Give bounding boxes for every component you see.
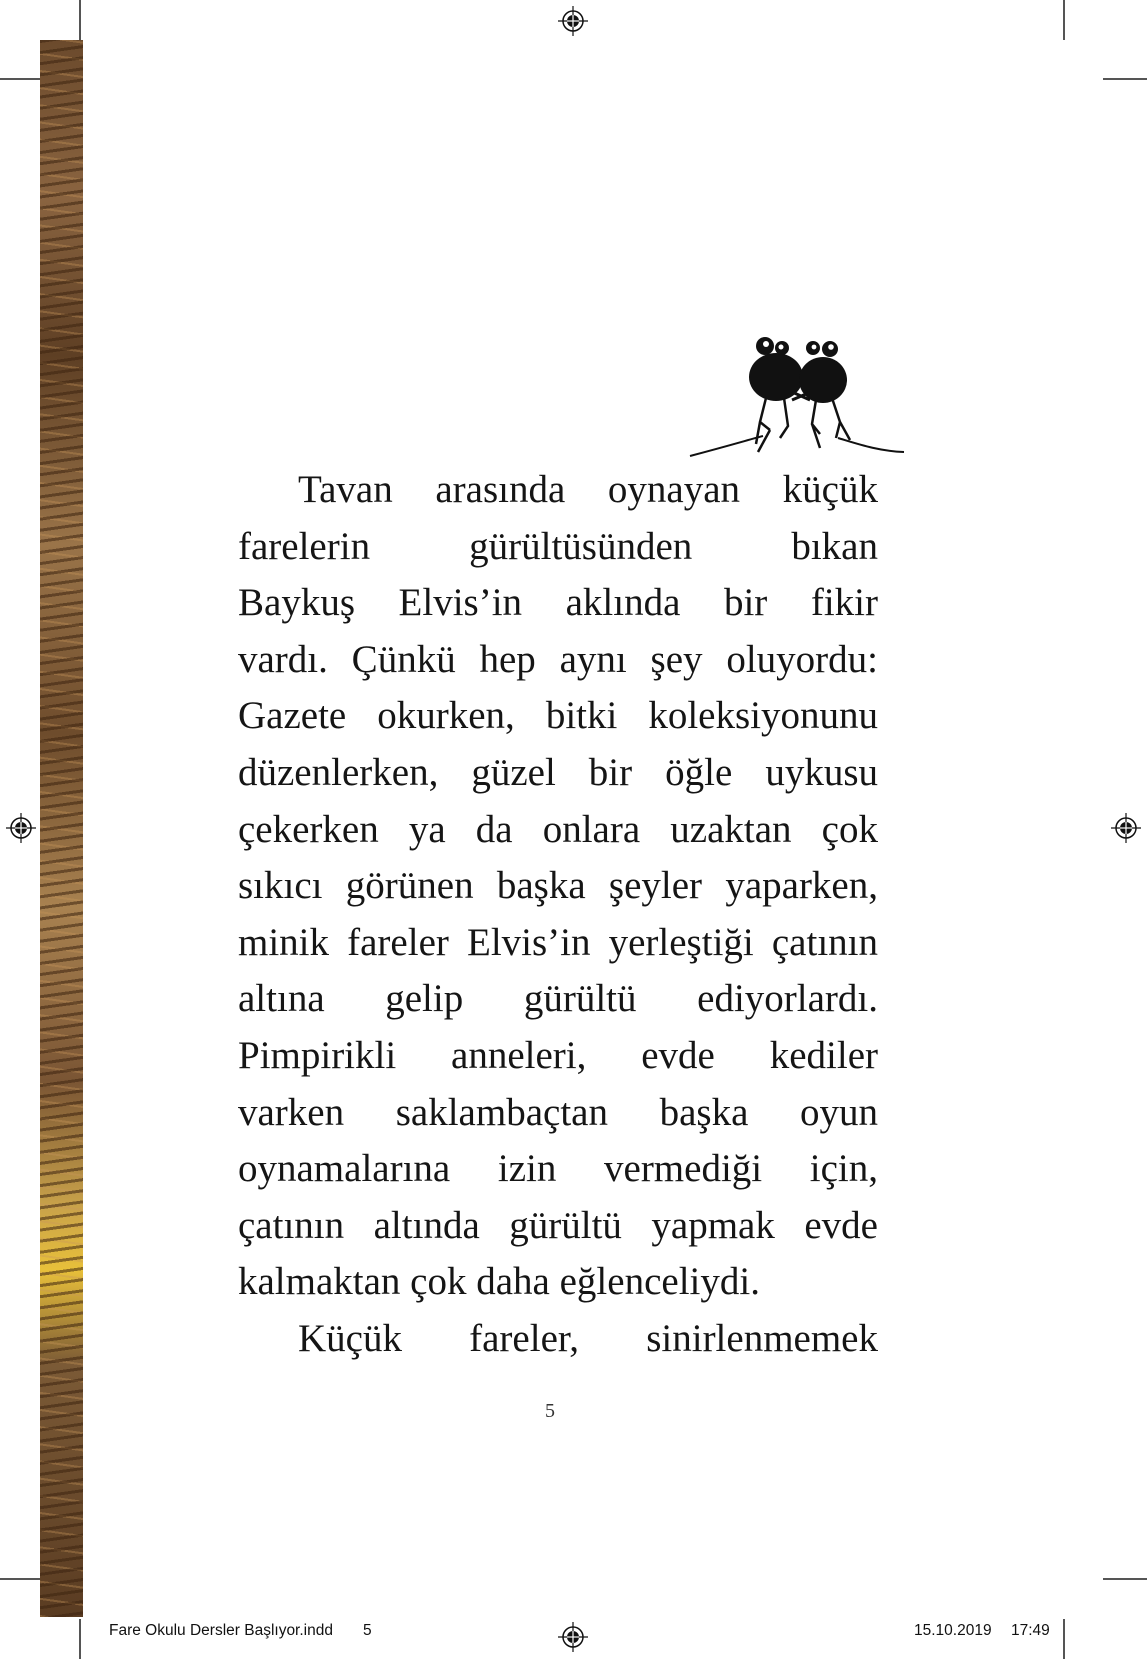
two-mice-illustration-icon — [688, 334, 908, 466]
text-line: minik fareler Elvis’in yerleştiği çatının — [238, 920, 878, 964]
text-line: çekerken ya da onlara uzaktan çok — [238, 807, 878, 851]
crop-mark — [1063, 0, 1065, 40]
crop-mark — [0, 78, 40, 80]
registration-mark-icon — [558, 1622, 588, 1652]
footer-time: 17:49 — [1011, 1622, 1050, 1639]
text-line: Küçük fareler, sinirlenmemek — [298, 1316, 878, 1360]
registration-mark-icon — [1111, 813, 1141, 843]
footer-file-page: 5 — [363, 1622, 372, 1639]
text-line: oynamalarına izin vermediği için, — [238, 1147, 878, 1191]
crop-mark — [79, 1619, 81, 1659]
text-line: Baykuş Elvis’in aklında bir fikir — [238, 581, 878, 625]
crop-mark — [79, 0, 81, 40]
footer-file-name: Fare Okulu Dersler Başlıyor.indd — [109, 1622, 333, 1639]
text-line: altına gelip gürültü ediyorlardı. — [238, 977, 878, 1021]
registration-mark-icon — [6, 813, 36, 843]
crop-mark — [1063, 1619, 1065, 1659]
crop-mark — [0, 1578, 40, 1580]
text-line: düzenlerken, güzel bir öğle uykusu — [238, 750, 878, 794]
footer-date: 15.10.2019 — [914, 1622, 992, 1639]
crop-mark — [1103, 1578, 1147, 1580]
text-line: Gazete okurken, bitki koleksiyonunu — [238, 694, 878, 738]
text-line: farelerin gürültüsünden bıkan — [238, 524, 878, 568]
wood-texture-strip — [40, 40, 83, 1617]
text-line: Tavan arasında oynayan küçük — [298, 468, 878, 511]
page-number: 5 — [545, 1400, 555, 1422]
text-line: kalmaktan çok daha eğlenceliydi. — [238, 1260, 760, 1304]
text-line: vardı. Çünkü hep aynı şey oluyordu: — [238, 637, 878, 681]
crop-mark — [1103, 78, 1147, 80]
story-text — [238, 462, 878, 1368]
text-line: Pimpirikli anneleri, evde kediler — [238, 1033, 878, 1077]
text-line: sıkıcı görünen başka şeyler yaparken, — [238, 864, 878, 908]
text-line: çatının altında gürültü yapmak evde — [238, 1203, 878, 1247]
registration-mark-icon — [558, 6, 588, 36]
text-line: varken saklambaçtan başka oyun — [238, 1090, 878, 1134]
